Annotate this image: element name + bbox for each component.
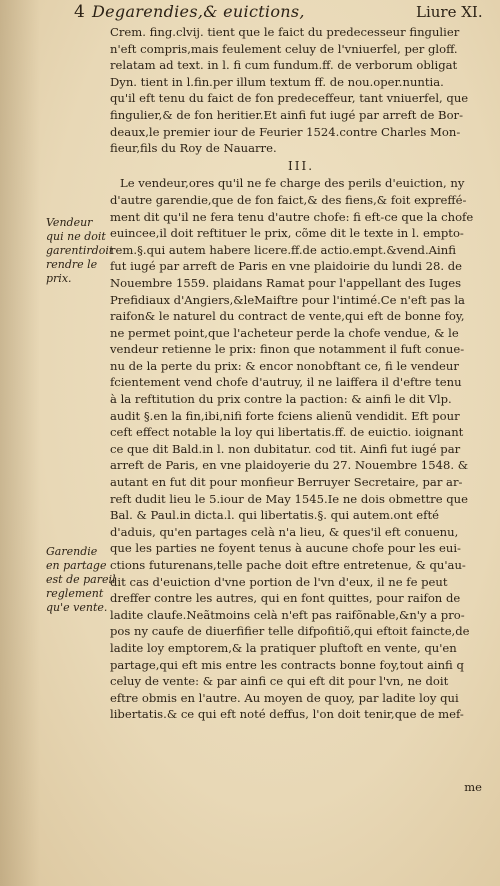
margin-note-line: en partage xyxy=(46,559,107,572)
text-line: n'eft compris,mais feulement celuy de l'vniuerfel, per gloff. xyxy=(110,41,458,56)
text-line: d'aduis, qu'en partages celà n'a lieu, & ques'il eft conuenu, xyxy=(110,524,459,539)
text-line: rem.§.qui autem habere licere.ff.de actio.empt.&vend.Ainfi xyxy=(110,242,456,257)
body-text xyxy=(110,24,492,723)
margin-note-line: qu'e vente. xyxy=(46,601,108,614)
text-line: Crem. fing.clvij. tient que le faict du predecesseur fingulier xyxy=(110,25,460,39)
running-title: Degarendies,& euictions, xyxy=(92,2,305,21)
text-line: ctions futurenans,telle pache doit eftre entretenue, & qu'au- xyxy=(110,558,466,572)
text-line: raifon& le naturel du contract de vente,qui eft de bonne foy, xyxy=(110,309,465,324)
text-line: que les parties ne foyent tenus à aucune chofe pour les eui- xyxy=(110,541,461,556)
text-line: Le vendeur,ores qu'il ne fe charge des perils d'euiction, ny xyxy=(120,176,465,191)
margin-note-line: qui ne doit xyxy=(46,230,106,243)
text-line: fingulier,& de fon heritier.Et ainfi fut iugé par arreft de Bor- xyxy=(110,107,464,122)
text-line: vendeur retienne le prix: finon que notamment il fuft conue- xyxy=(110,342,465,357)
margin-note-garendie xyxy=(46,545,116,615)
text-line: Dyn. tient in l.fin.per illum textum ff. de nou.oper.nuntia. xyxy=(110,74,444,89)
text-line: arreft de Paris, en vne plaidoyerie du 27. Nouembre 1548. & xyxy=(110,458,469,473)
margin-note-line: prix. xyxy=(46,272,72,285)
page-number: 4 xyxy=(74,2,85,22)
text-line: Bal. & Paul.in dicta.l. qui libertatis.§. qui autem.ont efté xyxy=(110,508,439,523)
text-line: euincee,il doit reftituer le prix, cõme dit le texte in l. empto- xyxy=(110,226,464,241)
text-line: partage,qui eft mis entre les contracts bonne foy,tout ainfi q xyxy=(110,657,464,672)
text-line: fieur,fils du Roy de Nauarre. xyxy=(110,141,277,156)
text-line: Prefidiaux d'Angiers,&leMaiftre pour l'intimé.Ce n'eft pas la xyxy=(110,292,465,307)
text-line: libertatis.& ce qui eft noté deffus, l'on doit tenir,que de mef- xyxy=(110,707,464,722)
text-line: nu de la perte du prix: & encor nonobftant ce, fi le vendeur xyxy=(110,358,459,373)
text-line: audit §.en la fin,ibi,nifi forte fciens alienũ vendidit. Eft pour xyxy=(110,408,460,423)
text-line: deaux,le premier iour de Feurier 1524.contre Charles Mon- xyxy=(110,124,461,139)
text-line: ladite claufe.Neãtmoins celà n'eft pas raifõnable,&n'y a pro- xyxy=(110,607,465,622)
text-line: reft dudit lieu le 5.iour de May 1545.Ie ne dois obmettre que xyxy=(110,491,469,506)
text-line: relatam ad text. in l. fi cum fundum.ff. de verborum obligat xyxy=(110,58,458,73)
text-block-after xyxy=(110,175,492,723)
margin-note-line: garentirdoit xyxy=(46,244,114,257)
text-line: eftre obmis en l'autre. Au moyen de quoy, par ladite loy qui xyxy=(110,690,459,705)
text-line: dreffer contre les autres, qui en font quittes, pour raifon de xyxy=(110,591,461,606)
text-line: ladite loy emptorem,& la pratiquer pluftoft en vente, qu'en xyxy=(110,640,457,655)
text-line: autant en fut dit pour monfieur Berruyer Secretaire, par ar- xyxy=(110,475,463,490)
text-line: à la reftitution du prix contre la paction: & ainfi le dit Vlp. xyxy=(110,392,452,407)
margin-note-line: est de pareil xyxy=(46,573,116,586)
text-line: fcientement vend chofe d'autruy, il ne laiffera il d'eftre tenu xyxy=(110,375,462,390)
text-line: qu'il eft tenu du faict de fon predeceffeur, tant vniuerfel, que xyxy=(110,91,469,106)
margin-note-line: reglement xyxy=(46,587,104,600)
text-line: celuy de vente: & par ainfi ce qui eft dit pour l'vn, ne doit xyxy=(110,674,449,689)
text-block-before xyxy=(110,24,492,157)
text-line: pos ny caufe de diuerfifier telle difpofitiõ,qui eftoit faincte,de xyxy=(110,624,470,639)
page-gutter-shadow xyxy=(0,0,40,886)
margin-note-vendeur xyxy=(46,216,112,286)
section-number: III. xyxy=(287,158,315,173)
text-line: fut iugé par arreft de Paris en vne plaidoirie du lundi 28. de xyxy=(110,259,463,274)
text-line: ne permet point,que l'acheteur perde la chofe vendue, & le xyxy=(110,325,459,340)
margin-note-line: Garendie xyxy=(46,545,98,558)
running-header xyxy=(0,2,500,24)
text-line: ceft effect notable la loy qui libertatis.ff. de euictio. ioignant xyxy=(110,425,464,440)
text-line: Nouembre 1559. plaidans Ramat pour l'appellant des Iuges xyxy=(110,275,462,290)
margin-note-line: rendre le xyxy=(46,258,98,271)
margin-note-line: Vendeur xyxy=(46,216,93,229)
text-line: dit cas d'euiction d'vne portion de l'vn d'eux, il ne fe peut xyxy=(110,574,448,589)
text-line: d'autre garendie,que de fon faict,& des fiens,& foit expreffé- xyxy=(110,192,467,207)
catchword: me xyxy=(464,780,482,794)
text-line: ment dit qu'il ne fera tenu d'autre chofe: fi eft-ce que la chofe xyxy=(110,209,474,224)
book-label: Liure XI. xyxy=(416,3,483,21)
text-line: ce que dit Bald.in l. non dubitatur. cod tit. Ainfi fut iugé par xyxy=(110,441,461,456)
